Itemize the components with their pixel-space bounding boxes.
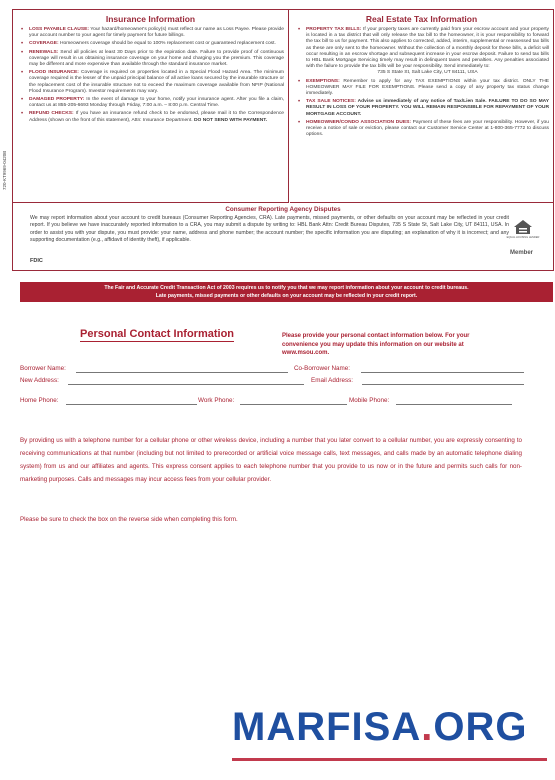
- tax-list: [297, 27, 549, 138]
- new-address-label: New Address:: [20, 377, 59, 384]
- credit-disputes-body: We may report information about your account to credit bureaus (Consumer Reporting Agencies, CRA). Late payments, missed payments, or other defaults on your account may be reflected in your credit report. If you believe we have inaccurately reported information to a CRA, you may submit a dispute by writing to: HBL Bank Attn: Credit Bureau Disputes, 735 S State St, Salt Lake City, UT 84111, USA. In order to assist you with your dispute, you must provide: your name, address and phone number; the account number; the specific information you are disputing; an explanation of why it is incorrect; and any supporting documentation (e.g., affidavit of identity theft), if applicable.: [30, 215, 509, 243]
- personal-contact-title: Personal Contact Information: [80, 328, 235, 340]
- mobile-phone-label: Mobile Phone:: [349, 397, 390, 404]
- mobile-phone-field[interactable]: [396, 404, 512, 405]
- tax-section: [290, 10, 553, 203]
- form-code: 720-KT9969-0420B: [2, 150, 7, 190]
- list-item: • TAX SALE NOTICES: Advise us immediately of any notice of Tax/Lien Sale. FAILURE TO DO SO MAY RESULT IN LOSS OF YOUR PROPERTY. YOU WILL REMAIN RESPONSIBLE FOR REPAYMENT OF YOUR MORTGAGE ACCOUNT.: [297, 99, 549, 118]
- list-item: • PROPERTY TAX BILLS: If your property taxes are currently paid from your escrow account and your property is located in a tax district that will only release the tax bill to the homeowner, it is your responsibility to forward the tax bill to us for payment. This also applies to corrected, added, interim, supplemental or reassessed tax bills as these are only sent to the homeowner. Without the collection of a monthly deposit for these bills, a deficit will occur resulting in an escrow shortage and subsequent increase in your escrow deposit. Failure to send tax bills to HBL Bank Mortgage Servicing timely may result in delinquent taxes and penalties. Any penalties associated with the failure to provide the tax bills will be your responsibility. Send immediately to: 735 S State St, Salt Lake City, UT 84111, USA: [297, 27, 549, 77]
- svg-text:EQUAL HOUSING LENDER: EQUAL HOUSING LENDER: [506, 236, 540, 239]
- banner-line-1: The Fair and Accurate Credit Transaction Act of 2003 requires us to notify you that we may report information about your account to credit bureaus.: [104, 285, 469, 291]
- borrower-name-label: Borrower Name:: [20, 365, 66, 372]
- insurance-section: [13, 10, 289, 203]
- credit-disputes-title: Consumer Reporting Agency Disputes: [225, 206, 341, 213]
- home-phone-label: Home Phone:: [20, 397, 59, 404]
- banner-line-2: Late payments, missed payments or other defaults on your account may be reflected in your credit report.: [155, 293, 418, 299]
- list-item: • LOSS PAYABLE CLAUSE: Your hazard/homeowner's policy(s) must reflect our name as Loss Payee. Please provide your account number to your agent for timely payment for future billings.: [20, 27, 284, 39]
- list-item: • EXEMPTIONS: Remember to apply for any TAX EXEMPTIONS within your tax district. ONLY THE HOMEOWNER MAY FILE FOR EXEMPTIONS. Please send a copy of any property tax status change immediately.: [297, 79, 549, 98]
- list-item: • DAMAGED PROPERTY: In the event of damage to your home, notify your insurance agent. After you file a claim, contact us at 855-205-6693 Monday through Friday, 7:00 a.m. – 8:00 p.m. Central Time.: [20, 97, 284, 109]
- tax-address: 735 S State St, Salt Lake City, UT 84111, USA: [377, 70, 478, 76]
- equal-housing-icon: [506, 219, 540, 241]
- home-phone-field[interactable]: [66, 404, 197, 405]
- insurance-list: [20, 27, 284, 124]
- list-item: • FLOOD INSURANCE: Coverage is required on properties located in a Special Flood Hazard Area. The minimum coverage required is the lesser of the unpaid principal balance of all active loans secured by the insurable structure or the replacement cost of the insurable structure not to exceed the maximum coverage available from NFIP (National Flood Insurance Program). Investor requirements may vary.: [20, 70, 284, 95]
- list-item: • HOMEOWNER/CONDO ASSOCIATION DUES: Payment of these fees are your responsibility. However, if you receive a notice of sale or eviction, please contact our Customer Service Center at 1-800-365-7772 to discuss options.: [297, 120, 549, 139]
- fact-act-banner: [20, 282, 553, 302]
- insurance-title: Insurance Information: [105, 14, 196, 24]
- email-address-label: Email Address:: [311, 377, 353, 384]
- member-label: Member: [510, 250, 534, 256]
- borrower-name-field[interactable]: [76, 372, 288, 373]
- work-phone-label: Work Phone:: [198, 397, 235, 404]
- checkbox-note: Please be sure to check the box on the reverse side when completing this form.: [20, 516, 238, 523]
- co-borrower-name-field[interactable]: [361, 372, 524, 373]
- co-borrower-name-label: Co-Borrower Name:: [294, 365, 350, 372]
- logo-underline: [232, 758, 547, 761]
- email-address-field[interactable]: [362, 384, 524, 385]
- list-item: • REFUND CHECKS: If you have an insurance refund check to be endorsed, please mail it to the Correspondence Address (shown on the front of this statement), Attn: Insurance Department. DO NOT SEND WITH PAYMENT.: [20, 111, 284, 123]
- personal-contact-note: Please provide your personal contact information below. For your convenience you may update this information on our website at www.msou.com.: [282, 333, 470, 356]
- marfisa-logo: MARFISA.ORG: [232, 705, 528, 749]
- list-item: • RENEWALS: Send all policies at least 30 Days prior to the expiration date. Failure to provide proof of continuous coverage will result in us obtaining insurance coverage on your home and charging you the premium. This coverage may be different and more expensive than available through the standard insurance market.: [20, 50, 284, 69]
- fdic-label: FDIC: [30, 258, 43, 264]
- new-address-field[interactable]: [68, 384, 304, 385]
- consent-paragraph: By providing us with a telephone number for a cellular phone or other wireless device, including a number that you later convert to a cellular number, you are expressly consenting to receiving communications at that number (including but not limited to prerecorded or artificial voice message calls, text messages, and calls made by an automatic telephone dialing system) from us and our affiliates and agents. This express consent applies to each telephone number that you provide to us now or in the future and permits such calls for non-marketing purposes. Calls and messages may incur access fees from your cellular provider.: [20, 437, 522, 483]
- list-item: • COVERAGE: Homeowners coverage should be equal to 100% replacement cost or guaranteed replacement cost.: [20, 41, 284, 47]
- credit-disputes-section: [13, 204, 553, 270]
- tax-title: Real Estate Tax Information: [365, 14, 478, 24]
- work-phone-field[interactable]: [240, 404, 347, 405]
